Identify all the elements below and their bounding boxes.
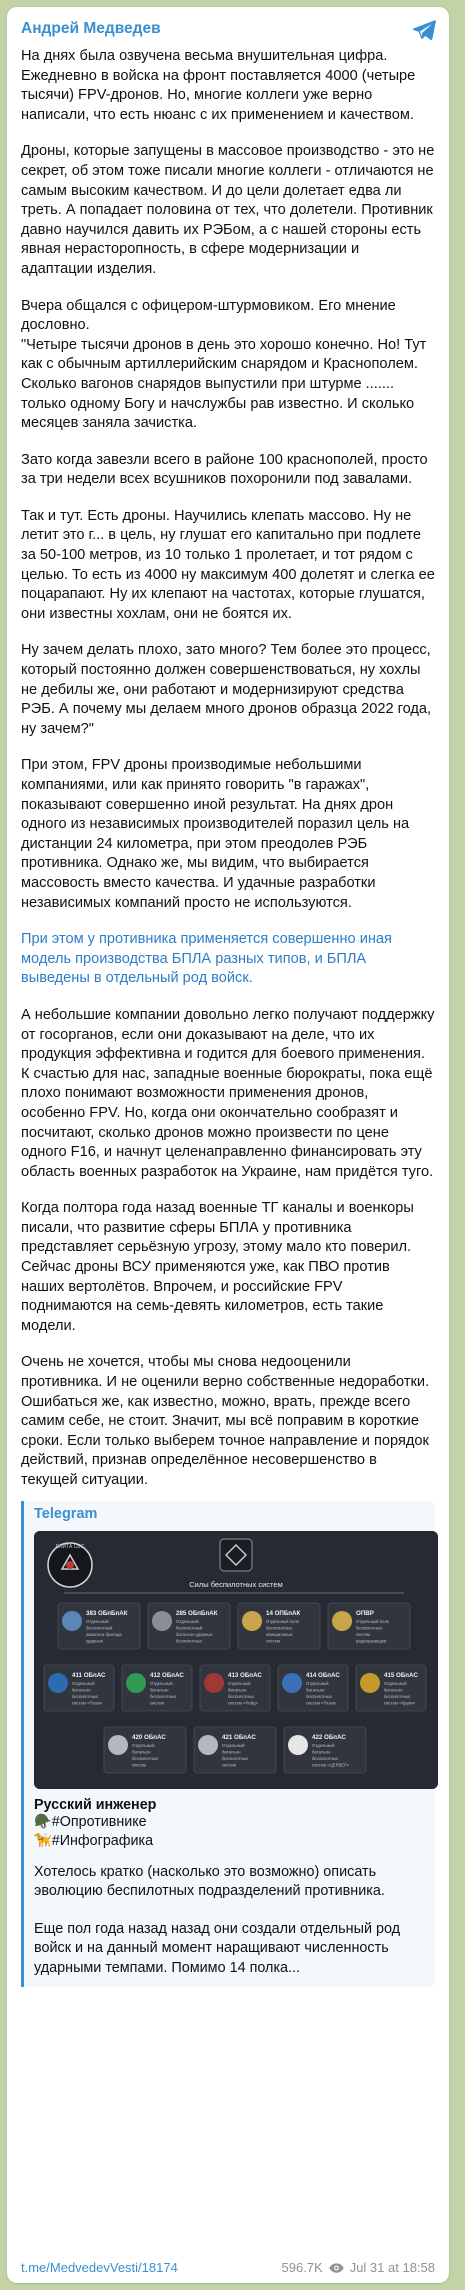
unit-description: Отдельный полк [356, 1618, 389, 1624]
unit-emblem-icon [204, 1673, 224, 1693]
unit-code: 415 ОБпАС [384, 1671, 418, 1679]
unit-description: авиационных [266, 1631, 293, 1637]
unit-code: 422 ОБпАС [312, 1733, 346, 1741]
post-paragraph: Так и тут. Есть дроны. Научились клепать массово. Ну не летит это г... в цель, ну глушат его капитально при подлете за 50-100 метров, из 10 только 1 пролетает, и тот рядом с целью. То есть из 4000 ну максимум 400 долетят и слегка ее поцарапают. Ну их клепают на частотах, которые глушатся, они известны хохлам, они не боятся их. [21, 507, 439, 622]
post-paragraph: Когда полтора года назад военные ТГ каналы и военкоры писали, что развитие сферы БПЛА у противника представляет серьёзную угрозу, этому мало кто поверил. Сейчас дроны ВСУ применяются уже, как ПВО против наших вертолётов. Впрочем, и российские FPV поднимаются на семь-девять километров, есть такие модели. [21, 1200, 414, 1334]
unit-description: беспилотных [222, 1755, 249, 1761]
unit-description: систем [150, 1700, 164, 1706]
unit-emblem-icon [198, 1735, 218, 1755]
unit-description: беспилотных [356, 1625, 383, 1631]
unit-description: Отдельный [228, 1680, 251, 1686]
unit-description: батальон [222, 1749, 241, 1755]
unit-emblem-icon [48, 1673, 68, 1693]
post-paragraph: Дроны, которые запущены в массовое производство - это не секрет, об этом тоже писали многие коллеги - отличаются не самым высоким качеством. И до цели долетает едва ли треть. А попадает половина от тех, что долетели. Противник давно научился давить их РЭБом, а с нашей стороны есть явная нерасторопность, в сфере модернизации и адаптации изделия. [21, 143, 439, 277]
unit-description: беспилотных [312, 1755, 339, 1761]
unit-description: ударных [86, 1638, 103, 1644]
central-emblem-icon [220, 1539, 252, 1571]
post-paragraph: Зато когда завезли всего в районе 100 краснополей, просто за три недели всех всушников похоронили под завалами. [21, 451, 432, 488]
unit-code: 420 ОБпАС [132, 1733, 166, 1741]
unit-description: беспилотных [228, 1693, 255, 1699]
unit-description: Отдельный [150, 1680, 173, 1686]
infographic-image[interactable] [34, 1531, 438, 1789]
unit-code: 421 ОБпАС [222, 1733, 256, 1741]
unit-description: беспилотных [384, 1693, 411, 1699]
unit-description: батальон [312, 1749, 331, 1755]
hashtag-infographic[interactable]: 🦮#Инфографика [34, 1832, 154, 1849]
post-date: Jul 31 at 18:58 [349, 2260, 435, 2275]
unit-description: систем «ЦЕРБЕР» [312, 1762, 350, 1768]
emblem-label: ЕЛИТА СБС [55, 1543, 85, 1550]
unit-description: беспилотных [306, 1693, 333, 1699]
unit-code: 14 ОПБпАК [266, 1609, 301, 1617]
forward-paragraph: Еще пол года назад назад они создали отдельный род войск и на данный момент наращивают численность ударными темпами. Помимо 14 полка... [34, 1920, 405, 1976]
unit-description: батальон [150, 1687, 169, 1693]
unit-emblem-icon [360, 1673, 380, 1693]
unit-code: 285 ОБпБпАК [176, 1609, 218, 1617]
unit-description: систем «Птахи [306, 1700, 336, 1706]
unit-emblem-icon [242, 1611, 262, 1631]
forward-source[interactable]: Telegram [34, 1505, 98, 1522]
unit-description: систем [356, 1631, 370, 1637]
unit-code: 413 ОБпАС [228, 1671, 262, 1679]
unit-description: Отдельный [132, 1742, 155, 1748]
emblem-dot-icon [66, 1561, 74, 1569]
unit-description: авиаполк бригада [86, 1631, 122, 1637]
post-paragraph: А небольшие компании довольно легко получают поддержку от госорганов, если они доказывают на деле, что их продукция эффективна и годится для боевого применения. К счастью для нас, западные военные бюрократы, пока ещё плохо понимают возможности применения дронов, особенно FPV. Но, когда они окончательно сообразят и посчитают, сколько дронов можно произвести по цене одного F16, и начнут целенаправленно финансировать эту область военных разработок на Украине, нам придётся туго. [21, 1006, 435, 1180]
unit-description: беспилотных [132, 1755, 159, 1761]
post-paragraph: На днях была озвучена весьма внушительная цифра. Ежедневно в войска на фронт поставляется 4000 (четыре тысячи) FPV-дронов. Но, многие коллеги уже верно написали, что есть нюанс с их применением и качеством. [21, 48, 420, 123]
post-paragraph: Вчера общался с офицером-штурмовиком. Его мнение дословно. "Четыре тысячи дронов в день это хорошо конечно. Но! Тут как с обычным артиллерийским снарядом и Краснополем. Сколько вагонов снарядов выпустили при штурме ....... только одному Богу и начслужбы рав известно. И сколько месяцев заняла зачистка. [21, 297, 427, 432]
post-paragraph: При этом, FPV дроны производимые небольшими компаниями, или как принято говорить "в гаражах", показывают совершенно иной результат. На днях дрон одного из независимых производителей поразил цель на дистанции 24 километра, при этом преодолев РЭБ противника. Однако же, мы видим, что выбирается массовость вместо качества. И удачные разработки независимых компаний просто не используются. [21, 757, 414, 911]
unit-description: систем [266, 1638, 280, 1644]
unit-description: беспилотных [266, 1625, 293, 1631]
unit-emblem-icon [288, 1735, 308, 1755]
unit-emblem-icon [332, 1611, 352, 1631]
post-text [21, 47, 439, 1491]
unit-description: Отдельный [72, 1680, 95, 1686]
unit-description: Отдельный [222, 1742, 245, 1748]
forwarded-preview[interactable] [21, 1501, 435, 1987]
telegram-icon[interactable] [411, 17, 437, 43]
unit-description: Отдельный [312, 1742, 335, 1748]
unit-description: батальон ударных [176, 1631, 213, 1637]
unit-code: 412 ОБпАС [150, 1671, 184, 1679]
message-header [21, 19, 435, 43]
unit-code: ОПВР [356, 1609, 374, 1617]
unit-description: батальон [228, 1687, 247, 1693]
post-link[interactable]: t.me/MedvedevVesti/18174 [21, 2260, 178, 2275]
post-paragraph: Ну зачем делать плохо, зато много? Тем более это процесс, который постоянно должен совершенствоваться, ну хохлы не дебилы же, они работают и модернизируют средства РЭБ. А почему мы делаем много дронов образца 2022 года, ну зачем?" [21, 642, 436, 737]
hashtag-opponent[interactable]: 🪖#Опротивнике [34, 1813, 147, 1830]
unit-description: беспилотных [176, 1638, 203, 1644]
unit-code: 414 ОБпАС [306, 1671, 340, 1679]
message-footer [21, 2260, 435, 2275]
message-bubble [7, 7, 449, 2283]
unit-description: батальон [384, 1687, 403, 1693]
unit-description: радиоразведки [356, 1638, 387, 1644]
unit-emblem-icon [152, 1611, 172, 1631]
unit-description: Отдельный [384, 1680, 407, 1686]
unit-description: систем «Рейд» [228, 1700, 258, 1706]
unit-emblem-icon [108, 1735, 128, 1755]
unit-description: батальон [72, 1687, 91, 1693]
forward-paragraph: Хотелось кратко (насколько это возможно) описать эволюцию беспилотных подразделений противника. [34, 1863, 385, 1900]
unit-description: систем «Круки» [384, 1700, 416, 1706]
unit-description: Отдельный [306, 1680, 329, 1686]
unit-description: систем [222, 1762, 236, 1768]
unit-code: 383 ОБпБпАК [86, 1609, 128, 1617]
highlighted-paragraph[interactable]: При этом у противника применяется совершенно иная модель производства БПЛА разных типов, и БПЛА выведены в отдельный род войск. [21, 931, 396, 987]
unit-code: 411 ОБпАС [72, 1671, 106, 1679]
unit-description: батальон [132, 1749, 151, 1755]
unit-description: беспилотный [176, 1625, 203, 1631]
unit-description: систем «Птахи [72, 1700, 102, 1706]
unit-description: батальон [306, 1687, 325, 1693]
infographic-canvas [34, 1531, 438, 1789]
unit-description: систем [132, 1762, 146, 1768]
unit-description: Отдельный [86, 1618, 109, 1624]
eye-icon [329, 2263, 344, 2273]
post-paragraph: Очень не хочется, чтобы мы снова недооценили противника. И не оценили верно собственные недоработки. Ошибаться же, как известно, можно, врать, прежде всего самим себе, не стоит. Значит, мы всё поправим в короткие сроки. Если только выберем точное направление и порядок действий, признав определённое несовершенство в текущей ситуации. [21, 1354, 430, 1488]
unit-emblem-icon [282, 1673, 302, 1693]
unit-emblem-icon [126, 1673, 146, 1693]
channel-name[interactable]: Андрей Медведев [21, 20, 161, 37]
unit-emblem-icon [62, 1611, 82, 1631]
unit-description: беспилотных [150, 1693, 177, 1699]
unit-description: беспилотный [86, 1625, 113, 1631]
infographic-title: Силы беспилотных систем [189, 1579, 283, 1589]
forward-author: Русский инженер [34, 1796, 157, 1813]
post-meta [282, 2260, 436, 2275]
unit-description: беспилотных [72, 1693, 99, 1699]
unit-description: Отдельный [176, 1618, 199, 1624]
unit-description: Отдельный полк [266, 1618, 299, 1624]
view-count: 596.7K [281, 2260, 323, 2275]
